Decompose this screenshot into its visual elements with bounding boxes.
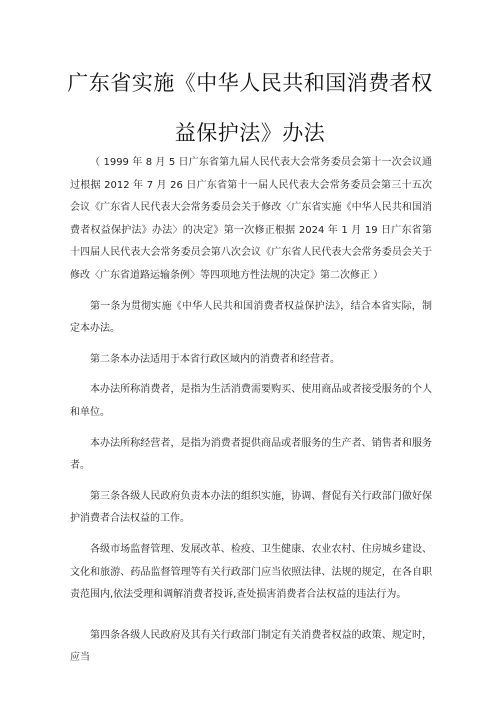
article-2-consumer-definition: 本办法所称消费者，是指为生活消费需要购买、使用商品或者接受服务的个人和单位。 — [70, 384, 432, 418]
article-1: 第一条为贯彻实施《中华人民共和国消费者权益保护法》，结合本省实际，制定本办法。 — [70, 300, 432, 335]
article-2-operator-definition: 本办法所称经营者，是指为消费者提供商品或者服务的生产者、销售者和服务者。 — [70, 437, 432, 472]
document-body — [70, 152, 432, 670]
article-3: 第三条各级人民政府负责本办法的组织实施，协调、督促有关行政部门做好保护消费者合法权益的工作。 — [70, 490, 432, 525]
article-3-departments: 各级市场监督管理、发展改革、检疫、卫生健康、农业农村、住房城乡建设、文化和旅游、药品监督管理等有关行政部门应当依照法律、法规的规定，在各自职责范围内,依法受理和调解消费者投诉,查处损害消费者合法权益的违法行为。 — [70, 543, 432, 601]
document-title: 广东省实施《中华人民共和国消费者权益保护法》办法 — [67, 71, 433, 145]
preamble: （ 1999 年 8 月 5 日广东省第九届人民代表大会常务委员会第十一次会议通过根据 2012 年 7 月 26 日广东省第十一届人民代表大会常务委员会第三十五次会议《广东省人民代表大会常务委员会关于修改〈广东省实施《中华人民共和国消费者权益保护法》办法〉的决定》第一次修正根据 2024 年 1 月 19 日广东省第十四届人民代表大会常务委员会第八次会议《广东省人民代表大会常务委员会关于修改〈广东省道路运输条例〉等四项地方性法规的决定》第二次修正 ） — [70, 157, 432, 281]
article-4: 第四条各级人民政府及其有关行政部门制定有关消费者权益的政策、规定时，应当 — [70, 629, 432, 664]
article-2: 第二条本办法适用于本省行政区域内的消费者和经营者。 — [90, 353, 340, 365]
